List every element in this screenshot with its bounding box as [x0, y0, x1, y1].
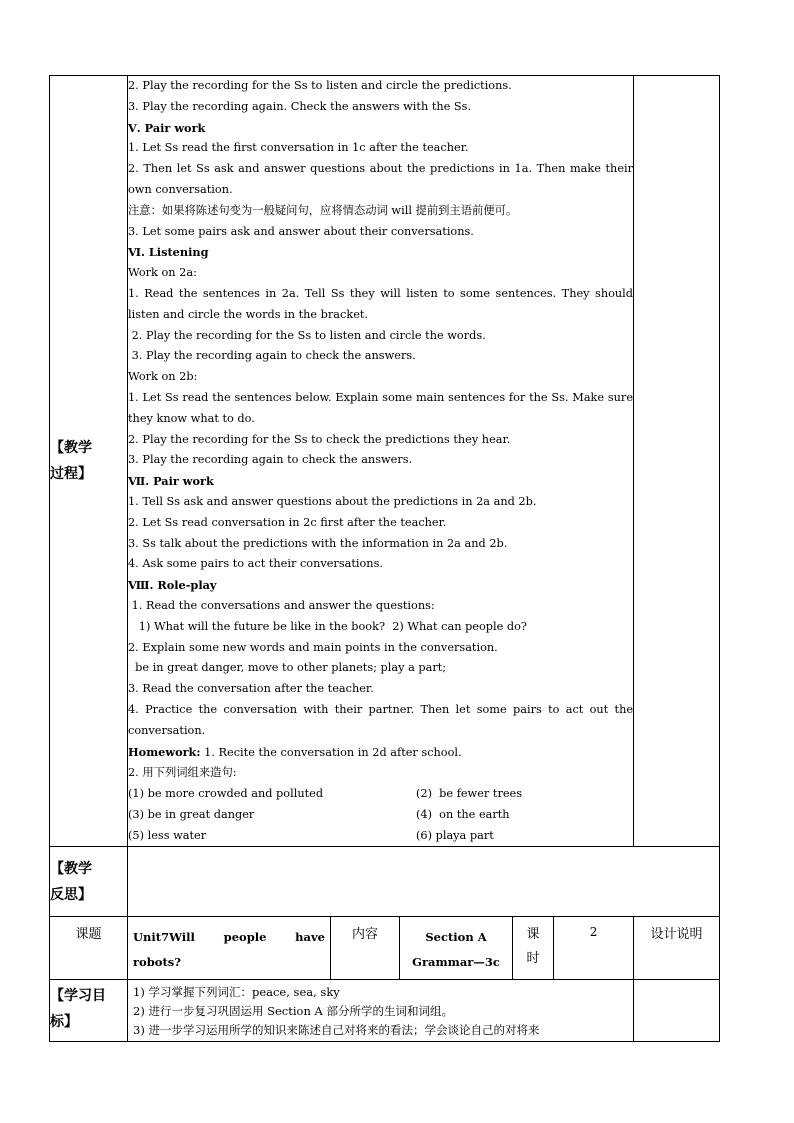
process-line: 3. Play the recording again to check the answers.: [128, 453, 413, 467]
phrase-item: (3) be in great danger: [128, 807, 255, 821]
process-notes-cell: [634, 76, 720, 847]
period-count: 2: [554, 917, 634, 980]
process-line: 1. Read the conversations and answer the questions:: [128, 598, 435, 612]
process-line: 3. Play the recording again. Check the answers with the Ss.: [128, 99, 472, 113]
process-line: Ⅴ. Pair work: [128, 120, 206, 135]
process-line: 2. Then let Ss ask and answer questions about the predictions in 1a. Then make their own conversation.: [128, 162, 634, 196]
goal-list: [133, 983, 629, 1040]
process-line: 1. Let Ss read the first conversation in 1c after the teacher.: [128, 141, 469, 155]
unit-title: [128, 917, 331, 980]
process-line: 2. Let Ss read conversation in 2c first after the teacher.: [128, 515, 447, 529]
design-notes-label: 设计说明: [634, 917, 720, 980]
learning-goals-row: [50, 980, 720, 1042]
section-line2: Grammar—3c: [412, 955, 500, 970]
homework-label: Homework:: [128, 744, 201, 759]
unit-title-line1: Unit7Will people have: [133, 930, 325, 945]
process-line: 2. Play the recording for the Ss to check the predictions they hear.: [128, 432, 511, 446]
goal-item: 1) 学习掌握下列词汇：peace, sea, sky: [133, 985, 340, 1000]
goal-item: 3) 进一步学习运用所学的知识来陈述自己对将来的看法；学会谈论自己的对将来: [133, 1023, 540, 1038]
goal-item: 2) 进行一步复习巩固运用 Section A 部分所学的生词和词组。: [133, 1004, 453, 1019]
phrase-item: (1) be more crowded and polluted: [128, 787, 324, 801]
process-line: Work on 2a:: [128, 266, 197, 280]
lesson-plan-table: [49, 75, 720, 1042]
phrase-row: [128, 784, 633, 805]
reflection-label: 【教学反思】: [50, 847, 128, 917]
process-line: 1. Tell Ss ask and answer questions about the predictions in 2a and 2b.: [128, 494, 537, 508]
process-line: 3. Ss talk about the predictions with the information in 2a and 2b.: [128, 536, 508, 550]
process-line: Ⅵ. Listening: [128, 245, 209, 260]
process-line: 1. Let Ss read the sentences below. Explain some main sentences for the Ss. Make sure they know what to do.: [128, 390, 634, 425]
process-line: 4. Practice the conversation with their partner. Then let some pairs to act out the conversation.: [128, 702, 634, 737]
reflection-content: [128, 847, 720, 917]
topic-label: 课题: [50, 917, 128, 980]
process-line: 3. Play the recording again to check the answers.: [128, 349, 416, 363]
phrase-item: (6) playa part: [416, 828, 494, 842]
phrase-list: [128, 784, 633, 846]
process-line: Work on 2b:: [128, 370, 198, 384]
homework-line: [128, 742, 633, 764]
process-line: be in great danger, move to other planets; play a part;: [128, 661, 447, 675]
process-line: 注意：如果将陈述句变为一般疑问句，应将情态动词 will 提前到主语前便可。: [128, 203, 518, 217]
unit-title-line2: robots?: [133, 955, 181, 970]
teaching-process-label: 【教学过程】: [50, 76, 128, 847]
phrase-item: (4) on the earth: [416, 807, 510, 821]
process-line: 1) What will the future be like in the book? 2) What can people do?: [128, 619, 527, 633]
process-line: Ⅷ. Role-play: [128, 578, 217, 593]
learning-goals-content: [128, 980, 634, 1042]
phrase-row: [128, 805, 633, 826]
homework-sentence-task: 2. 用下列词组来造句:: [128, 766, 237, 780]
period-label: 课时: [513, 917, 554, 980]
content-label: 内容: [331, 917, 400, 980]
section-line1: Section A: [425, 930, 487, 945]
reflection-row: [50, 847, 720, 917]
process-line: 2. Play the recording for the Ss to listen and circle the predictions.: [128, 79, 512, 92]
process-line: 3. Read the conversation after the teacher.: [128, 682, 374, 696]
phrase-item: (2) be fewer trees: [416, 787, 523, 801]
topic-row: [50, 917, 720, 980]
process-line: 4. Ask some pairs to act their conversations.: [128, 557, 383, 571]
process-lines: [128, 76, 633, 742]
phrase-item: (5) less water: [128, 828, 207, 842]
learning-goals-label: 【学习目标】: [50, 980, 128, 1042]
process-line: Ⅶ. Pair work: [128, 474, 214, 489]
process-line: 2. Play the recording for the Ss to listen and circle the words.: [128, 328, 486, 342]
teaching-process-row: [50, 76, 720, 847]
section-name: [400, 917, 513, 980]
phrase-row: [128, 826, 633, 847]
goals-notes-cell: [634, 980, 720, 1042]
process-line: 2. Explain some new words and main points in the conversation.: [128, 640, 498, 654]
process-line: 1. Read the sentences in 2a. Tell Ss they will listen to some sentences. They should listen and circle the words in the bracket.: [128, 286, 634, 321]
homework-text: 1. Recite the conversation in 2d after school.: [200, 745, 462, 759]
teaching-process-content: [128, 76, 634, 847]
process-line: 3. Let some pairs ask and answer about their conversations.: [128, 224, 474, 238]
